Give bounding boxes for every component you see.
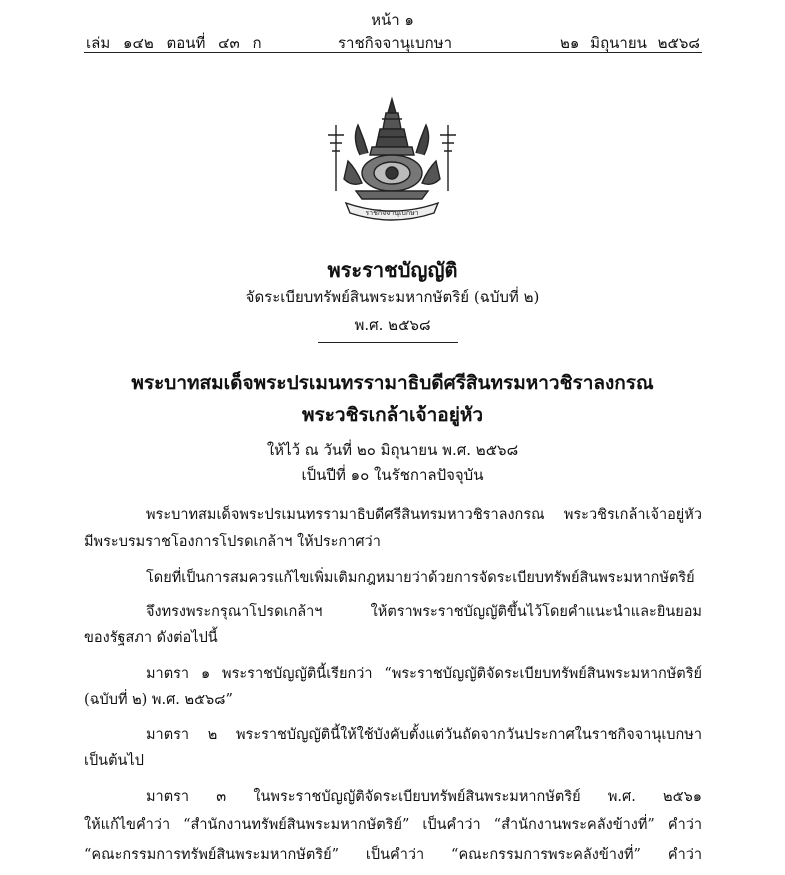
volume-issue: เล่ม ๑๔๒ ตอนที่ ๔๓ ก <box>86 34 262 52</box>
recital-line: โดยที่เป็นการสมควรแก้ไขเพิ่มเติมกฎหมายว่าด้วยการจัดระเบียบทรัพย์สินพระมหากษัตริย์ <box>146 570 695 586</box>
king-name-line2: พระวชิรเกล้าเจ้าอยู่หัว <box>301 404 484 426</box>
section1-line2: (ฉบับที่ ๒) พ.ศ. ๒๕๖๘” <box>84 692 233 708</box>
enactment-line1: จึงทรงพระกรุณาโปรดเกล้าฯ ให้ตราพระราชบัญญัติขึ้นไว้โดยคำแนะนำและยินยอม <box>146 604 702 620</box>
section3-line1: มาตรา ๓ ในพระราชบัญญัติจัดระเบียบทรัพย์สินพระมหากษัตริย์ พ.ศ. ๒๕๖๑ <box>146 789 702 805</box>
preamble-line1: พระบาทสมเด็จพระปรเมนทรรามาธิบดีศรีสินทรมหาวชิราลงกรณ พระวชิรเกล้าเจ้าอยู่หัว <box>146 507 702 523</box>
title-rule <box>318 342 458 343</box>
act-year: พ.ศ. ๒๕๖๘ <box>354 316 431 334</box>
header-rule <box>84 52 702 53</box>
act-title: พระราชบัญญัติ <box>327 258 458 282</box>
preamble-line2: มีพระบรมราชโองการโปรดเกล้าฯ ให้ประกาศว่า <box>84 534 381 550</box>
given-date: ให้ไว้ ณ วันที่ ๒๐ มิถุนายน พ.ศ. ๒๕๖๘ <box>266 441 519 459</box>
section2-line2: เป็นต้นไป <box>84 753 144 769</box>
publication-date: ๒๑ มิถุนายน ๒๕๖๘ <box>560 34 700 52</box>
section1-line1: มาตรา ๑ พระราชบัญญัตินี้เรียกว่า “พระราชบัญญัติจัดระเบียบทรัพย์สินพระมหากษัตริย์ <box>146 666 702 682</box>
act-subtitle: จัดระเบียบทรัพย์สินพระมหากษัตริย์ (ฉบับที่ ๒) <box>245 288 540 306</box>
reign-year: เป็นปีที่ ๑๐ ในรัชกาลปัจจุบัน <box>301 466 484 484</box>
section3-line3: “คณะกรรมการทรัพย์สินพระมหากษัตริย์” เป็นคำว่า “คณะกรรมการพระคลังข้างที่” คำว่า <box>84 847 702 863</box>
gazette-name: ราชกิจจานุเบกษา <box>338 34 453 52</box>
section2-line1: มาตรา ๒ พระราชบัญญัตินี้ให้ใช้บังคับตั้งแต่วันถัดจากวันประกาศในราชกิจจานุเบกษา <box>146 727 702 743</box>
royal-seal-emblem <box>322 95 462 225</box>
page-number: หน้า ๑ <box>371 11 414 29</box>
enactment-line2: ของรัฐสภา ดังต่อไปนี้ <box>84 630 218 646</box>
king-name-line1: พระบาทสมเด็จพระปรเมนทรรามาธิบดีศรีสินทรมหาวชิราลงกรณ <box>131 372 654 394</box>
section3-line2: ให้แก้ไขคำว่า “สำนักงานทรัพย์สินพระมหากษัตริย์” เป็นคำว่า “สำนักงานพระคลังข้างที่” คำว่า <box>84 817 702 833</box>
emblem-ribbon-text: ราชกิจจานุเบกษา <box>365 209 419 217</box>
